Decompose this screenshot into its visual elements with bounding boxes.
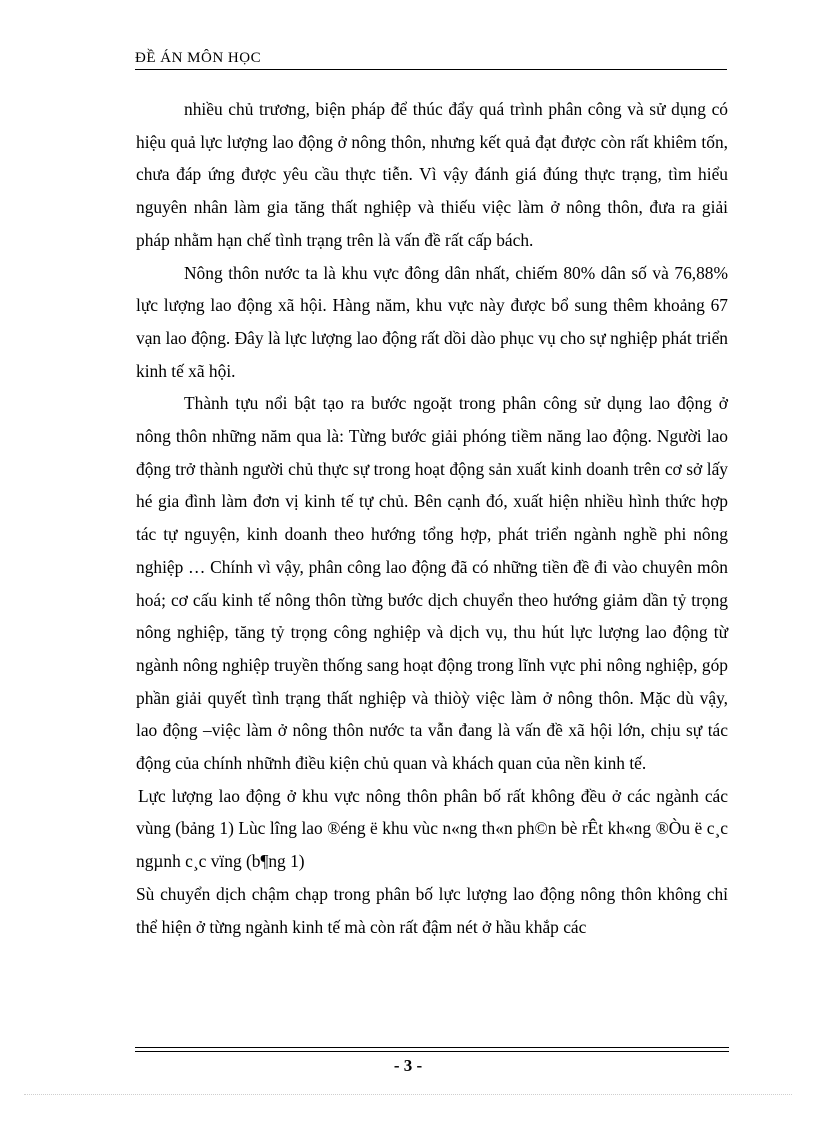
paragraph-2: Nông thôn nước ta là khu vực đông dân nhất, chiếm 80% dân số và 76,88% lực lượng lao động xã hội. Hàng năm, khu vực này được bổ sung thêm khoảng 67 vạn lao động. Đây là lực lượng lao động rất dồi dào phục vụ cho sự nghiệp phát triển kinh tế xã hội. xyxy=(136,262,728,381)
paragraph-4: Lực lượng lao động ở khu vực nông thôn phân bố rất không đều ở các ngành các vùng (bảng 1) Lùc lîng lao ®éng ë khu vùc n«ng th«n ph©n bè rÊt kh«ng ®Òu ë c¸c ngµnh c¸c vïng (b¶ng 1) xyxy=(136,785,728,872)
paragraph-5: Sù chuyển dịch chậm chạp trong phân bố lực lượng lao động nông thôn không chỉ thể hiện ở từng ngành kinh tế mà còn rất đậm nét ở hầu khắp các xyxy=(136,883,728,937)
page-number: - 3 - xyxy=(393,1056,423,1075)
paragraph-1: nhiều chủ trương, biện pháp để thúc đẩy quá trình phân công và sử dụng có hiệu quả lực lượng lao động ở nông thôn, nhưng kết quả đạt được còn rất khiêm tốn, chưa đáp ứng được yêu cầu thực tiễn. Vì vậy đánh giá đúng thực trạng, tìm hiểu nguyên nhân làm gia tăng thất nghiệp và thiếu việc làm ở nông thôn, đưa ra giải pháp nhằm hạn chế tình trạng trên là vấn đề rất cấp bách. xyxy=(136,99,728,250)
page-edge-divider xyxy=(24,1094,792,1095)
page-header xyxy=(135,48,727,70)
paragraph-3: Thành tựu nổi bật tạo ra bước ngoặt trong phân công sử dụng lao động ở nông thôn những năm qua là: Từng bước giải phóng tiềm năng lao động. Người lao động trở thành người chủ thực sự trong hoạt động sản xuất kinh doanh trên cơ sở lấy hé gia đình làm đơn vị kinh tế tự chủ. Bên cạnh đó, xuất hiện nhiều hình thức hợp tác tự nguyện, kinh doanh theo hướng tổng hợp, phát triển ngành nghề phi nông nghiệp … Chính vì vậy, phân công lao động đã có những tiền đề đi vào chuyên môn hoá; cơ cấu kinh tế nông thôn từng bước dịch chuyển theo hướng giảm dần tỷ trọng nông nghiệp, tăng tỷ trọng công nghiệp và dịch vụ, thu hút lực lượng lao động từ ngành nông nghiệp truyền thống sang hoạt động trong lĩnh vực phi nông nghiệp, góp phần giải quyết tình trạng thất nghiệp và thiòỳ việc làm ở nông thôn. Mặc dù vậy, lao động –việc làm ở nông thôn nước ta vẫn đang là vấn đề xã hội lớn, chịu sự tác động của chính nhữnh điều kiện chủ quan và khách quan của nền kinh tế. xyxy=(136,393,728,774)
header-title: ĐỀ ÁN MÔN HỌC xyxy=(135,50,262,66)
header-rule xyxy=(135,69,727,70)
document-body xyxy=(136,93,728,943)
footer-rule xyxy=(135,1047,729,1052)
